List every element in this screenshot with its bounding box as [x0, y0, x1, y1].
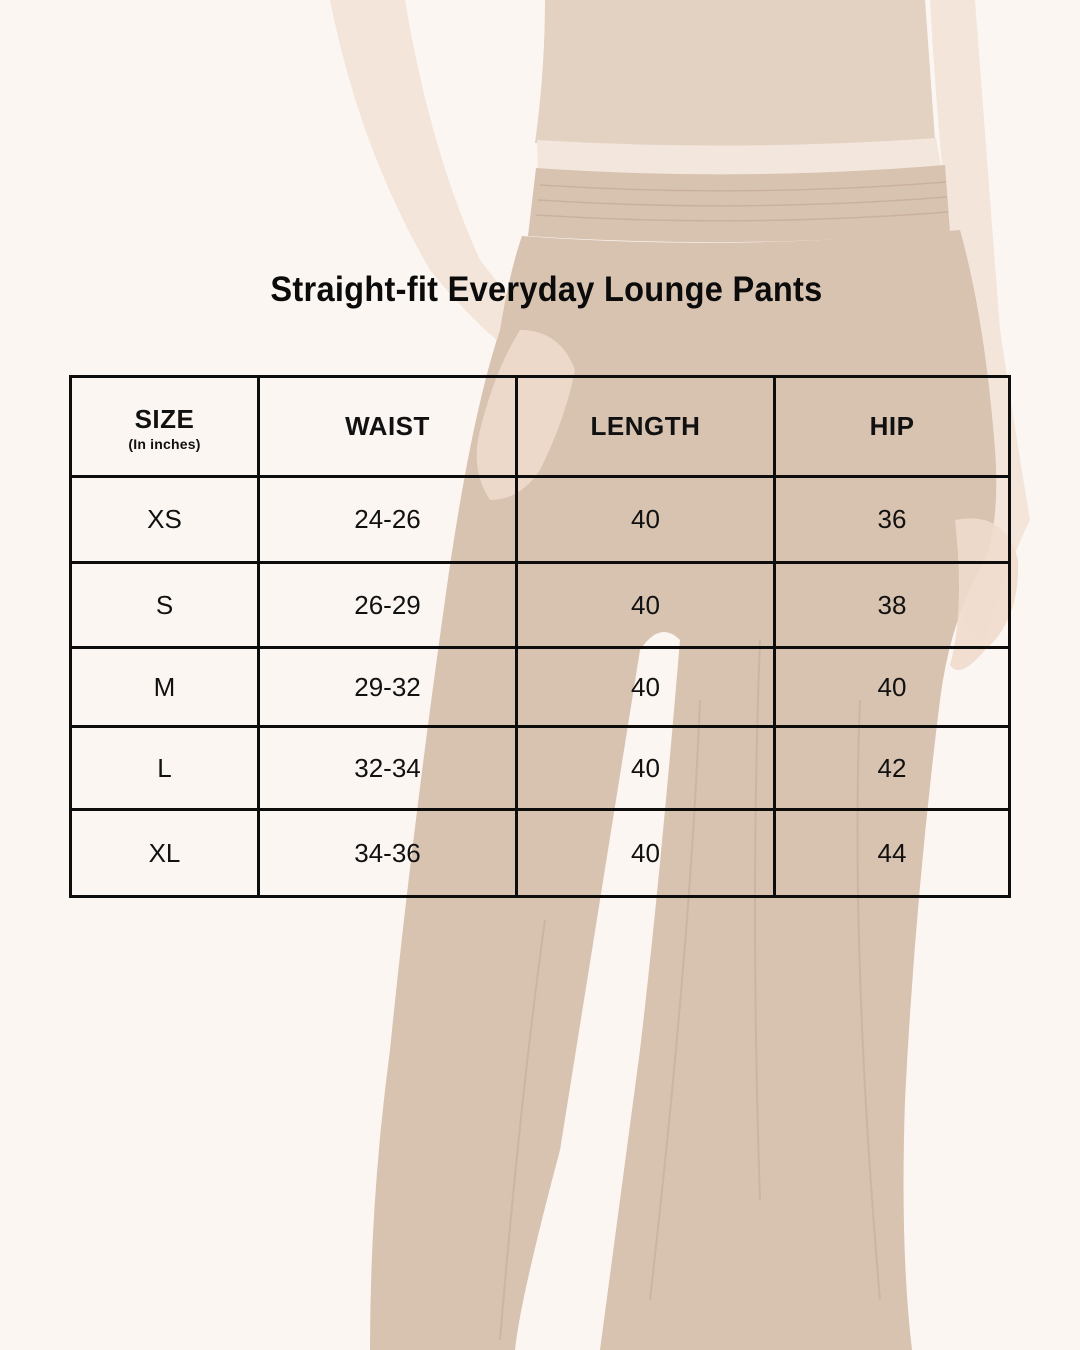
header-size — [71, 377, 259, 477]
cell-size: M — [71, 648, 259, 727]
cell-length: 40 — [517, 810, 775, 897]
cell-length: 40 — [517, 477, 775, 563]
size-chart-table — [69, 375, 1011, 898]
table-row — [71, 477, 1010, 563]
table-row — [71, 648, 1010, 727]
cell-waist: 34-36 — [259, 810, 517, 897]
cell-waist: 26-29 — [259, 563, 517, 648]
cell-waist: 24-26 — [259, 477, 517, 563]
cell-hip: 44 — [775, 810, 1010, 897]
cell-waist: 32-34 — [259, 727, 517, 810]
table-row — [71, 563, 1010, 648]
cell-hip: 40 — [775, 648, 1010, 727]
table-row — [71, 810, 1010, 897]
table-header-row — [71, 377, 1010, 477]
cell-size: XL — [71, 810, 259, 897]
cell-length: 40 — [517, 727, 775, 810]
cell-size: XS — [71, 477, 259, 563]
table-row — [71, 727, 1010, 810]
header-hip: HIP — [775, 377, 1010, 477]
header-length: LENGTH — [517, 377, 775, 477]
cell-size: S — [71, 563, 259, 648]
page-title: Straight-fit Everyday Lounge Pants — [270, 270, 823, 309]
cell-hip: 42 — [775, 727, 1010, 810]
header-waist: WAIST — [259, 377, 517, 477]
cell-waist: 29-32 — [259, 648, 517, 727]
cell-hip: 36 — [775, 477, 1010, 563]
cell-length: 40 — [517, 648, 775, 727]
header-size-unit-note: (In inches) — [128, 435, 201, 452]
cell-length: 40 — [517, 563, 775, 648]
cell-hip: 38 — [775, 563, 1010, 648]
cell-size: L — [71, 727, 259, 810]
header-size-label: SIZE — [134, 403, 195, 434]
